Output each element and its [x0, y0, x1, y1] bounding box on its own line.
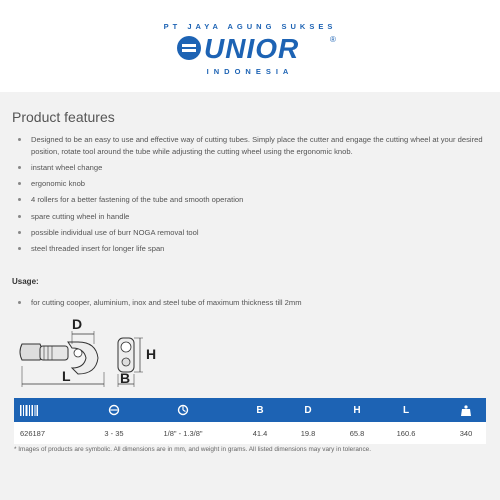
column-b-header: B — [256, 404, 264, 416]
product-content — [0, 92, 500, 500]
dimension-b-label: B — [120, 370, 131, 386]
disclaimer-note: * Images of products are symbolic. All dimensions are in mm, and weight in grams. All listed dimensions may vary in tolerance. — [14, 446, 371, 453]
spec-table — [14, 398, 486, 444]
feature-item: spare cutting wheel in handle — [18, 211, 492, 223]
cell-h: 65.8 — [349, 428, 365, 438]
cell-b: 41.4 — [252, 428, 268, 438]
cell-weight: 340 — [459, 428, 473, 438]
feature-item: Designed to be an easy to use and effective way of cutting tubes. Simply place the cutter and engage the cutting wheel at your desired position, rotate tool around the tube while adjusting the cutting wheel using the ergonomic knob. — [18, 134, 492, 158]
company-name-top: PT JAYA AGUNG SUKSES — [163, 22, 337, 31]
product-features-title: Product features — [12, 109, 115, 125]
weight-icon — [450, 398, 482, 422]
feature-item: ergonomic knob — [18, 178, 492, 190]
dimension-d-label: D — [72, 316, 83, 332]
usage-list — [18, 297, 488, 309]
column-h-header: H — [353, 404, 361, 416]
feature-item: steel threaded insert for longer life span — [18, 243, 492, 255]
feature-item: instant wheel change — [18, 162, 492, 174]
cell-l: 160.6 — [396, 428, 416, 438]
dimension-h-label: H — [146, 346, 157, 362]
table-row — [14, 422, 486, 444]
cell-code: 626187 — [20, 428, 46, 438]
column-d-header: D — [304, 404, 312, 416]
logo-text: UNIOR — [204, 33, 300, 64]
tube-cutter-diagram — [14, 316, 164, 392]
cell-d: 19.8 — [300, 428, 316, 438]
spec-table-header — [14, 398, 486, 422]
registered-mark: ® — [330, 35, 336, 44]
unior-logo-mark-icon — [176, 35, 202, 61]
column-l-header: L — [402, 404, 410, 416]
header — [0, 0, 500, 92]
features-list — [18, 134, 492, 259]
company-name-bottom: INDONESIA — [206, 67, 294, 76]
cell-range-mm: 3 - 35 — [104, 428, 124, 438]
barcode-icon — [16, 398, 68, 422]
unior-logo — [170, 33, 340, 63]
dimension-l-label: L — [62, 368, 71, 384]
tube-cutter-drawing-icon — [14, 322, 164, 392]
usage-item: for cutting cooper, aluminium, inox and steel tube of maximum thickness till 2mm — [18, 297, 488, 309]
feature-item: possible individual use of burr NOGA removal tool — [18, 227, 492, 239]
usage-title: Usage: — [12, 277, 39, 286]
cell-range-in: 1/8" - 1.3/8" — [163, 428, 203, 438]
inch-diameter-icon — [148, 398, 218, 422]
diameter-icon — [94, 398, 134, 422]
feature-item: 4 rollers for a better fastening of the tube and smooth operation — [18, 194, 492, 206]
